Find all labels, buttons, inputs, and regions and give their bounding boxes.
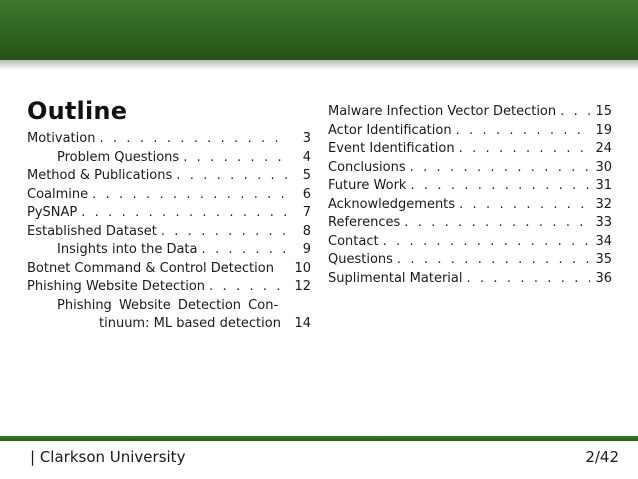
toc-page: 24 <box>595 141 612 156</box>
toc-page: 3 <box>302 131 311 146</box>
toc-page: 10 <box>294 260 311 276</box>
toc-page: 36 <box>595 270 612 286</box>
toc-dot-leader <box>183 149 289 168</box>
header-shadow <box>0 60 638 70</box>
toc-page: 15 <box>595 104 612 119</box>
toc-entry-actor-identification[interactable] <box>328 122 612 141</box>
toc-dot-leader <box>202 241 290 260</box>
toc-entry-method-publications[interactable] <box>27 167 311 186</box>
toc-dot-leader <box>383 233 590 252</box>
toc-page: 30 <box>595 159 612 175</box>
toc-label: Event Identification <box>328 141 455 156</box>
toc-entry-phishing-detection[interactable] <box>27 278 311 297</box>
toc-entry-malware-infection[interactable] <box>328 103 612 122</box>
toc-label-line2: tinuum: ML based detection <box>99 316 281 331</box>
toc-label-line2-row <box>57 315 311 334</box>
toc-label: Botnet Command & Control Detection <box>27 260 274 276</box>
toc-page: 9 <box>302 242 311 257</box>
footer-page-counter: 2/42 <box>585 448 619 466</box>
outline-left-column <box>27 130 311 334</box>
toc-dot-leader <box>397 251 590 270</box>
toc-entry-motivation[interactable] <box>27 130 311 149</box>
footer-bar <box>0 436 638 441</box>
toc-label: Insights into the Data <box>57 242 198 257</box>
toc-dot-leader <box>99 130 289 149</box>
toc-entry-established-dataset[interactable] <box>27 223 311 242</box>
toc-label: Method & Publications <box>27 168 173 183</box>
toc-page: 19 <box>595 122 612 138</box>
toc-dot-leader <box>456 122 590 141</box>
toc-page: 32 <box>595 196 612 212</box>
toc-entry-suplimental-material[interactable] <box>328 270 612 289</box>
toc-dot-leader <box>176 167 289 186</box>
toc-entry-future-work[interactable] <box>328 177 612 196</box>
outline-right-column <box>328 103 612 288</box>
toc-entry-event-identification[interactable] <box>328 140 612 159</box>
toc-page: 35 <box>595 252 612 267</box>
toc-dot-leader <box>209 278 289 297</box>
toc-label: Questions <box>328 252 393 267</box>
toc-page: 7 <box>302 205 311 220</box>
toc-page: 14 <box>294 316 311 331</box>
header-bar <box>0 0 638 60</box>
toc-entry-conclusions[interactable] <box>328 159 612 178</box>
toc-entry-phishing-continuum[interactable] <box>27 297 311 334</box>
slide-title: Outline <box>27 97 128 125</box>
toc-page: 8 <box>302 223 311 239</box>
toc-label: PySNAP <box>27 205 78 220</box>
toc-label: Contact <box>328 233 379 249</box>
toc-entry-problem-questions[interactable] <box>27 149 311 168</box>
toc-dot-leader <box>459 196 590 215</box>
toc-label: Acknowledgements <box>328 196 456 212</box>
toc-entry-pysnap[interactable] <box>27 204 311 223</box>
toc-label-line1: Phishing Website Detection Con- <box>57 297 279 313</box>
toc-entry-questions[interactable] <box>328 251 612 270</box>
toc-entry-insights-data[interactable] <box>27 241 311 260</box>
toc-entry-coalmine[interactable] <box>27 186 311 205</box>
toc-page: 31 <box>595 178 612 193</box>
toc-label: Actor Identification <box>328 122 452 138</box>
toc-page: 4 <box>302 149 311 165</box>
toc-entry-botnet-c2[interactable] <box>27 260 311 279</box>
toc-page: 33 <box>595 215 612 230</box>
toc-dot-leader <box>467 270 591 289</box>
toc-dot-leader <box>92 186 289 205</box>
toc-dot-leader <box>459 140 590 159</box>
footer-institution: | Clarkson University <box>30 448 186 466</box>
toc-dot-leader <box>81 204 289 223</box>
toc-label: Phishing Website Detection <box>27 279 206 294</box>
toc-label: Motivation <box>27 131 96 146</box>
toc-label: Established Dataset <box>27 223 157 239</box>
toc-label: References <box>328 215 401 230</box>
toc-page: 5 <box>302 168 311 183</box>
toc-entry-references[interactable] <box>328 214 612 233</box>
toc-label: Conclusions <box>328 159 406 175</box>
toc-page: 6 <box>302 186 311 202</box>
toc-dot-leader <box>161 223 289 242</box>
toc-dot-leader <box>404 214 590 233</box>
toc-page: 34 <box>595 233 612 249</box>
toc-entry-contact[interactable] <box>328 233 612 252</box>
toc-page: 12 <box>294 279 311 294</box>
toc-label: Future Work <box>328 178 407 193</box>
toc-label: Problem Questions <box>57 149 180 165</box>
toc-dot-leader <box>560 103 590 122</box>
toc-dot-leader <box>410 177 590 196</box>
toc-entry-acknowledgements[interactable] <box>328 196 612 215</box>
toc-label: Coalmine <box>27 186 89 202</box>
toc-dot-leader <box>410 159 590 178</box>
toc-label: Suplimental Material <box>328 270 463 286</box>
toc-label: Malware Infection Vector Detection <box>328 104 557 119</box>
